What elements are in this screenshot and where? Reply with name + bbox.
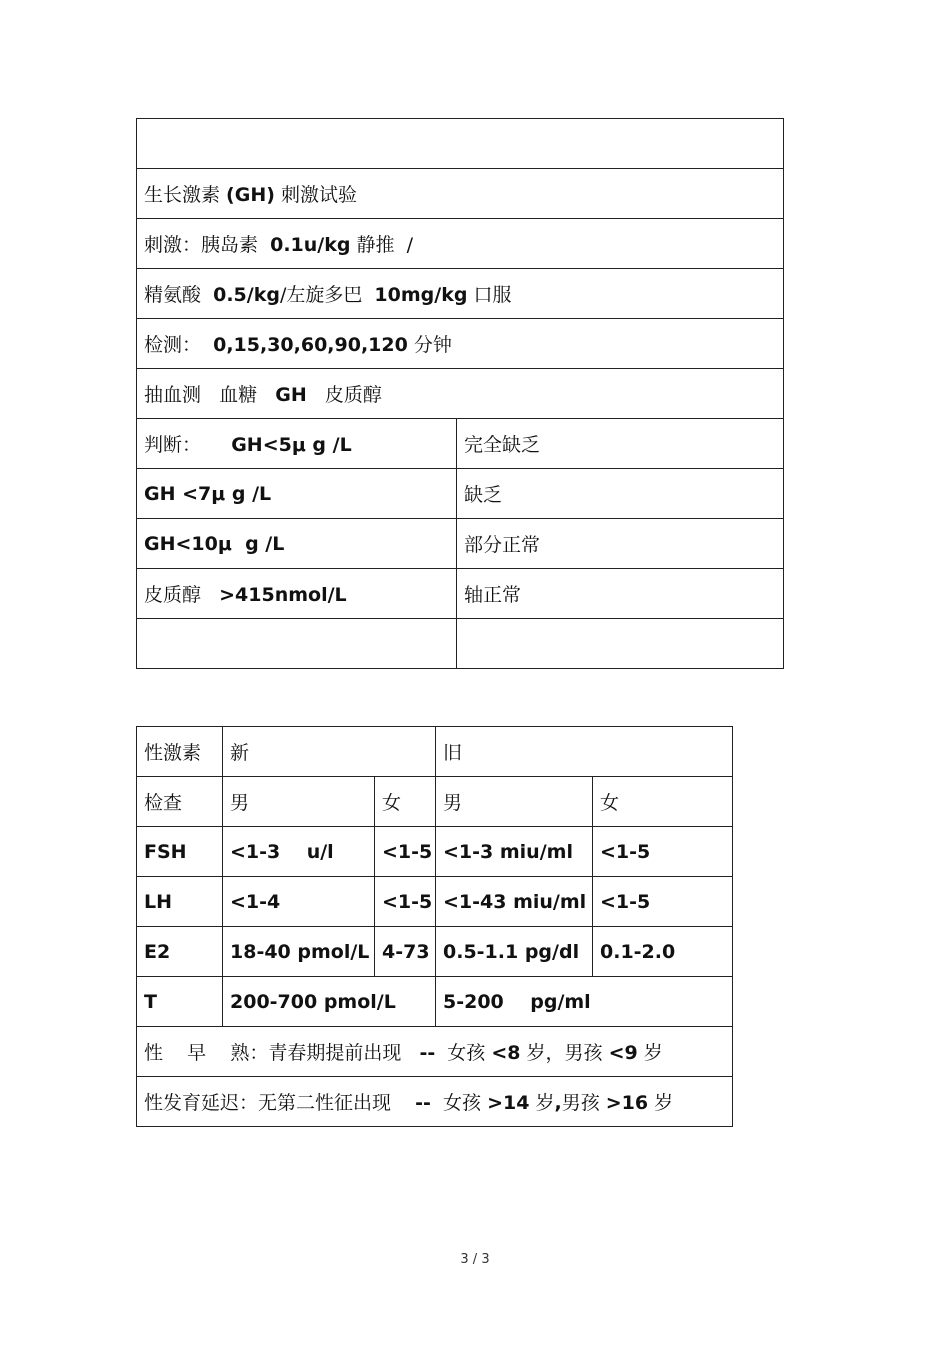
text-run: 皮质醇 bbox=[144, 584, 220, 606]
text-run: (GH) bbox=[226, 184, 275, 206]
hormone-name: FSH bbox=[137, 827, 223, 877]
blood-draw-line bbox=[137, 369, 784, 419]
table-row bbox=[137, 569, 784, 619]
value-cell: <1-3 u/l bbox=[223, 827, 375, 877]
table-row bbox=[137, 219, 784, 269]
test-times-line bbox=[137, 319, 784, 369]
male-header: 男 bbox=[436, 777, 593, 827]
precocious-puberty-line bbox=[137, 1027, 733, 1077]
blank-cell bbox=[137, 119, 784, 169]
gh-stimulation-table bbox=[136, 118, 784, 669]
text-run: 女孩 bbox=[430, 1092, 488, 1114]
value-cell: 0.1-2.0 bbox=[593, 927, 733, 977]
table-row bbox=[137, 319, 784, 369]
value-cell: <1-4 bbox=[223, 877, 375, 927]
male-header: 男 bbox=[223, 777, 375, 827]
table-row bbox=[137, 169, 784, 219]
value-cell: <1-5 bbox=[593, 877, 733, 927]
value-cell: <1-5 bbox=[375, 827, 436, 877]
table-row bbox=[137, 727, 733, 777]
text-run: 岁，男孩 bbox=[520, 1042, 609, 1064]
text-run: 判断： bbox=[144, 434, 232, 456]
text-run: 抽血测 血糖 bbox=[144, 384, 276, 406]
text-run: 10mg/kg bbox=[374, 284, 468, 306]
text-run: >415nmol/L bbox=[219, 584, 347, 606]
female-header: 女 bbox=[375, 777, 436, 827]
criterion-cell bbox=[137, 619, 457, 669]
table-row bbox=[137, 619, 784, 669]
criterion-cell bbox=[137, 469, 457, 519]
text-run: 0.5/kg bbox=[213, 284, 280, 306]
table-row bbox=[137, 1077, 733, 1127]
sex-hormone-label: 性激素 bbox=[137, 727, 223, 777]
value-cell: 18-40 pmol/L bbox=[223, 927, 375, 977]
result-cell bbox=[457, 619, 784, 669]
value-cell: <1-43 miu/ml bbox=[436, 877, 593, 927]
text-run: 精氨酸 bbox=[144, 284, 214, 306]
text-run: GH bbox=[275, 384, 307, 406]
hormone-name: T bbox=[137, 977, 223, 1027]
text-run: -- bbox=[415, 1092, 431, 1114]
value-cell: 0.5-1.1 pg/dl bbox=[436, 927, 593, 977]
value-cell: 200-700 pmol/L bbox=[223, 977, 436, 1027]
text-run: 分钟 bbox=[407, 334, 452, 356]
table-row bbox=[137, 419, 784, 469]
result-cell: 部分正常 bbox=[457, 519, 784, 569]
result-cell: 轴正常 bbox=[457, 569, 784, 619]
old-units-header: 旧 bbox=[436, 727, 733, 777]
text-run: 岁 bbox=[529, 1092, 555, 1114]
text-run: 皮质醇 bbox=[306, 384, 382, 406]
table-row bbox=[137, 927, 733, 977]
table-row bbox=[137, 519, 784, 569]
table-row bbox=[137, 827, 733, 877]
text-run: <8 bbox=[491, 1042, 521, 1064]
new-units-header: 新 bbox=[223, 727, 436, 777]
text-run: <9 bbox=[608, 1042, 638, 1064]
text-run: 性 早 熟：青春期提前出现 bbox=[144, 1042, 420, 1064]
text-run: GH<10μ g /L bbox=[144, 532, 285, 555]
text-run: >14 bbox=[487, 1092, 530, 1114]
table-row bbox=[137, 469, 784, 519]
value-cell: 5-200 pg/ml bbox=[436, 977, 733, 1027]
text-run: 口服 bbox=[467, 284, 512, 306]
check-label: 检查 bbox=[137, 777, 223, 827]
gh-test-title bbox=[137, 169, 784, 219]
table-row bbox=[137, 877, 733, 927]
value-cell: <1-5 bbox=[593, 827, 733, 877]
text-run: 岁 bbox=[648, 1092, 674, 1114]
stimulation-line bbox=[137, 219, 784, 269]
text-run: 静推 bbox=[350, 234, 407, 256]
text-run: >16 bbox=[605, 1092, 649, 1114]
text-run: 男孩 bbox=[561, 1092, 606, 1114]
text-run: 岁 bbox=[637, 1042, 663, 1064]
text-run: 0,15,30,60,90,120 bbox=[213, 334, 408, 356]
table-row bbox=[137, 369, 784, 419]
criterion-cell bbox=[137, 519, 457, 569]
text-run: GH <7μ g /L bbox=[144, 482, 272, 505]
criterion-cell bbox=[137, 569, 457, 619]
criterion-cell bbox=[137, 419, 457, 469]
female-header: 女 bbox=[593, 777, 733, 827]
table-row bbox=[137, 777, 733, 827]
text-run: 生长激素 bbox=[144, 184, 227, 206]
delayed-puberty-line bbox=[137, 1077, 733, 1127]
text-run: 性发育延迟：无第二性征出现 bbox=[144, 1092, 416, 1114]
table-row bbox=[137, 1027, 733, 1077]
text-run: / bbox=[406, 234, 413, 256]
text-run: GH<5μ g /L bbox=[231, 434, 352, 456]
hormone-name: E2 bbox=[137, 927, 223, 977]
text-run: 女孩 bbox=[435, 1042, 492, 1064]
text-run: , bbox=[554, 1092, 562, 1114]
text-run: 刺激试验 bbox=[274, 184, 357, 206]
value-cell: <1-3 miu/ml bbox=[436, 827, 593, 877]
page-number: 3 / 3 bbox=[460, 1252, 490, 1267]
sex-hormone-table bbox=[136, 726, 733, 1127]
text-run: 0.1u/kg bbox=[270, 234, 351, 256]
arginine-line bbox=[137, 269, 784, 319]
value-cell: 4-73 bbox=[375, 927, 436, 977]
text-run: /左旋多巴 bbox=[279, 284, 375, 306]
table-row bbox=[137, 977, 733, 1027]
text-run: 刺激：胰岛素 bbox=[144, 234, 271, 256]
result-cell: 缺乏 bbox=[457, 469, 784, 519]
value-cell: <1-5 bbox=[375, 877, 436, 927]
text-run: 检测： bbox=[144, 334, 214, 356]
result-cell: 完全缺乏 bbox=[457, 419, 784, 469]
table-row bbox=[137, 269, 784, 319]
hormone-name: LH bbox=[137, 877, 223, 927]
text-run: -- bbox=[419, 1042, 436, 1064]
table-row bbox=[137, 119, 784, 169]
